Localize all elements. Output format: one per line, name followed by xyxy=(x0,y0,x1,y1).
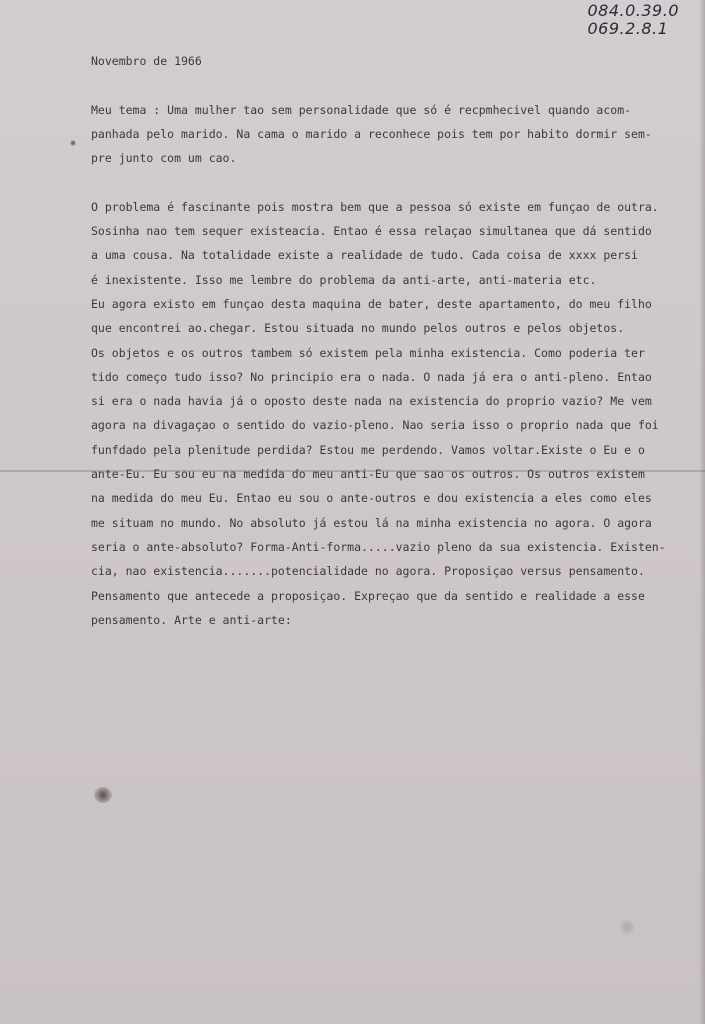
text-line: O problema é fascinante pois mostra bem que a pessoa só existe em funçao de outra. xyxy=(91,199,659,214)
text-line: funfdado pela plenitude perdida? Estou me perdendo. Vamos voltar.Existe o Eu e o xyxy=(91,442,645,457)
stain-spot xyxy=(70,140,76,146)
blank-line xyxy=(91,170,691,194)
typewritten-text xyxy=(91,49,691,632)
text-line: é inexistente. Isso me lembre do problema da anti-arte, anti-materia etc. xyxy=(91,272,597,287)
text-line: si era o nada havia já o oposto deste nada na existencia do proprio vazio? Me vem xyxy=(91,394,652,409)
blank-line xyxy=(91,73,691,97)
text-line: Eu agora existo em funçao desta maquina de bater, deste apartamento, do meu filho xyxy=(91,296,652,311)
text-line: Sosinha nao tem sequer existeacia. Entao é essa relaçao simultanea que dá sentido xyxy=(91,224,652,239)
text-line: pensamento. Arte e anti-arte: xyxy=(91,612,292,627)
stain-spot xyxy=(620,920,634,934)
text-line: na medida do meu Eu. Entao eu sou o ante-outros e dou existencia a eles como eles xyxy=(91,491,652,506)
text-line: seria o ante-absoluto? Forma-Anti-forma.....vazio pleno da sua existencia. Existen- xyxy=(91,539,666,554)
text-line: Meu tema : Uma mulher tao sem personalidade que só é recpmhecivel quando acom- xyxy=(91,102,632,117)
text-line: Os objetos e os outros tambem só existem pela minha existencia. Como poderia ter xyxy=(91,345,645,360)
archive-code: 084.0.39.0 xyxy=(587,1,679,20)
text-line: Pensamento que antecede a proposiçao. Expreçao que da sentido e realidade a esse xyxy=(91,588,645,603)
text-line: me situam no mundo. No absoluto já estou lá na minha existencia no agora. O agora xyxy=(91,515,652,530)
text-line: panhada pelo marido. Na cama o marido a reconhece pois tem por habito dormir sem- xyxy=(91,126,652,141)
text-line: ante-Eu. Eu sou eu na medida do meu anti-Eu que sao os outros. Os outros existem xyxy=(91,467,645,482)
text-line: agora na divagaçao o sentido do vazio-pleno. Nao seria isso o proprio nada que foi xyxy=(91,418,659,433)
text-line: que encontrei ao.chegar. Estou situada no mundo pelos outros e pelos objetos. xyxy=(91,321,625,336)
text-line: pre junto com um cao. xyxy=(91,151,237,166)
archive-code: 069.2.8.1 xyxy=(587,19,669,38)
paper-edge-shadow xyxy=(699,0,705,1024)
text-line: tido começo tudo isso? No principio era o nada. O nada já era o anti-pleno. Entao xyxy=(91,369,652,384)
text-line: cia, nao existencia.......potencialidade no agora. Proposiçao versus pensamento. xyxy=(91,564,645,579)
date-line: Novembro de 1966 xyxy=(91,54,202,68)
archive-reference-codes xyxy=(587,2,679,38)
stain-spot xyxy=(94,787,112,803)
text-line: a uma cousa. Na totalidade existe a realidade de tudo. Cada coisa de xxxx persi xyxy=(91,248,638,263)
